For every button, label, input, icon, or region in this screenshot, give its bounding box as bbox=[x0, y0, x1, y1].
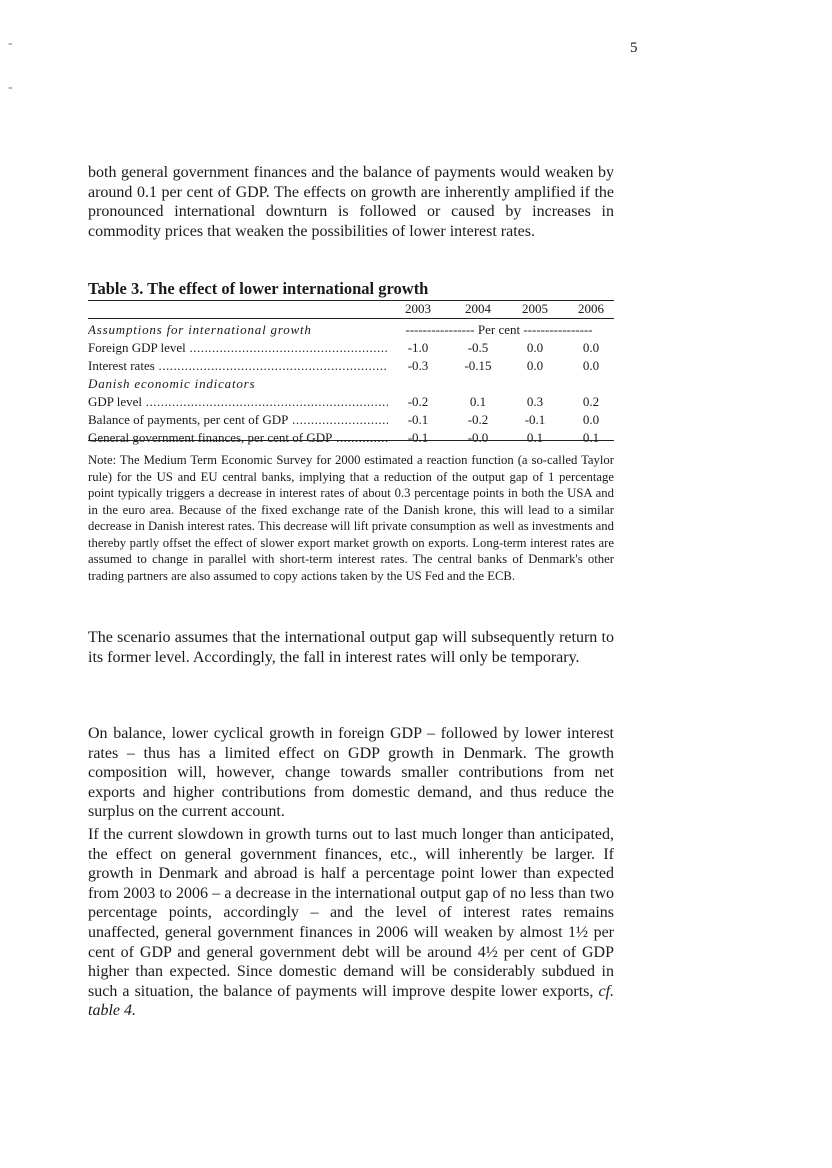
cell: -0.2 bbox=[467, 412, 489, 427]
cell: 0.1 bbox=[469, 394, 487, 409]
row-label: Foreign GDP level ..... bbox=[88, 339, 388, 357]
cell: 0.0 bbox=[526, 340, 544, 355]
cell: 0.0 bbox=[582, 358, 600, 373]
row-label: General government finances, per cent of GDP ..... bbox=[88, 429, 388, 447]
table-row bbox=[88, 411, 614, 429]
paragraph-slowdown-text: If the current slowdown in growth turns out to last much longer than anticipated, the effect on general government finances, etc., will inherently be larger. If growth in Denmark and abroad is half a percentage point lower than expected from 2003 to 2006 – a decrease in the international output gap of no less than two percentage points, accordingly – and the level of interest rates remains unaffected, general government finances in 2006 will weaken by almost 1½ per cent of GDP and general government debt will be around 4½ per cent of GDP higher than expected. Since domestic demand will be considerably subdued in such a situation, the balance of payments will improve despite lower exports, bbox=[88, 826, 614, 1000]
table-reference: cf. table 4. bbox=[88, 982, 615, 1020]
year-header: 2006 bbox=[578, 301, 604, 316]
table-row bbox=[88, 393, 614, 411]
table-header-row bbox=[88, 300, 614, 318]
year-header: 2005 bbox=[522, 301, 548, 316]
cell: -0.1 bbox=[524, 412, 546, 427]
cell: -0.0 bbox=[467, 430, 489, 445]
table-row bbox=[88, 339, 614, 357]
page-number: 5 bbox=[630, 40, 638, 56]
paragraph-scenario: The scenario assumes that the international output gap will subsequently return to its former level. Accordingly, the fall in interest rates will only be temporary. bbox=[88, 629, 614, 666]
cell: 0.2 bbox=[582, 394, 600, 409]
cell: -0.2 bbox=[407, 394, 429, 409]
cell: 0.0 bbox=[526, 358, 544, 373]
table-row bbox=[88, 357, 614, 375]
cell: 0.0 bbox=[582, 412, 600, 427]
table-rule-bottom bbox=[88, 440, 614, 441]
cell: 0.1 bbox=[526, 430, 544, 445]
cell: -0.3 bbox=[407, 358, 429, 373]
table-rule-header bbox=[88, 318, 614, 319]
section-label: Assumptions for international growth bbox=[88, 322, 312, 337]
row-label: Balance of payments, per cent of GDP ..... bbox=[88, 411, 388, 429]
cell: 0.3 bbox=[526, 394, 544, 409]
cell: 0.0 bbox=[582, 340, 600, 355]
table-row bbox=[88, 429, 614, 447]
cell: -0.1 bbox=[407, 430, 429, 445]
section-row-international bbox=[88, 321, 614, 339]
unit-label: ---------------- Per cent ---------------- bbox=[405, 322, 593, 337]
margin-mark: - bbox=[8, 36, 13, 51]
row-label: Interest rates ..... bbox=[88, 357, 388, 375]
paragraph-balance: On balance, lower cyclical growth in foreign GDP – followed by lower interest rates – thus has a limited effect on GDP growth in Denmark. The growth composition will, however, change towards smaller contributions from net exports and higher contributions from domestic demand, and thus reduce the surplus on the current account. bbox=[88, 725, 614, 821]
cell: -0.1 bbox=[407, 412, 429, 427]
section-label: Danish economic indicators bbox=[88, 376, 256, 391]
table-title: Table 3. The effect of lower international growth bbox=[88, 279, 429, 298]
cell: -1.0 bbox=[407, 340, 429, 355]
cell: -0.5 bbox=[467, 340, 489, 355]
year-header: 2003 bbox=[405, 301, 431, 316]
row-label: GDP level ..... bbox=[88, 393, 388, 411]
section-row-danish bbox=[88, 375, 614, 393]
paragraph-slowdown bbox=[88, 825, 614, 1021]
paragraph-intro: both general government finances and the balance of payments would weaken by around 0.1 per cent of GDP. The effects on growth are inherently amplified if the pronounced international downturn is followed or caused by increases in commodity prices that weaken the possibilities of lower interest rates. bbox=[88, 164, 614, 240]
cell: -0.15 bbox=[464, 358, 492, 373]
margin-mark: - bbox=[8, 80, 13, 95]
year-header: 2004 bbox=[465, 301, 491, 316]
table-note: Note: The Medium Term Economic Survey for 2000 estimated a reaction function (a so-called Taylor rule) for the US and EU central banks, implying that a reduction of the output gap of 1 percentage point typically triggers a decrease in interest rates of about 0.3 percentage points in both the USA and in the euro area. Because of the fixed exchange rate of the Danish krone, this will lead to a similar decrease in Danish interest rates. This decrease will lift private consumption as well as investments and thereby partly offset the effect of slower export market growth on exports. Long-term interest rates are assumed to change in parallel with short-term interest rates. The central banks of Denmark's other trading partners are also assumed to copy actions taken by the US Fed and the ECB. bbox=[88, 453, 614, 583]
cell: 0.1 bbox=[582, 430, 600, 445]
